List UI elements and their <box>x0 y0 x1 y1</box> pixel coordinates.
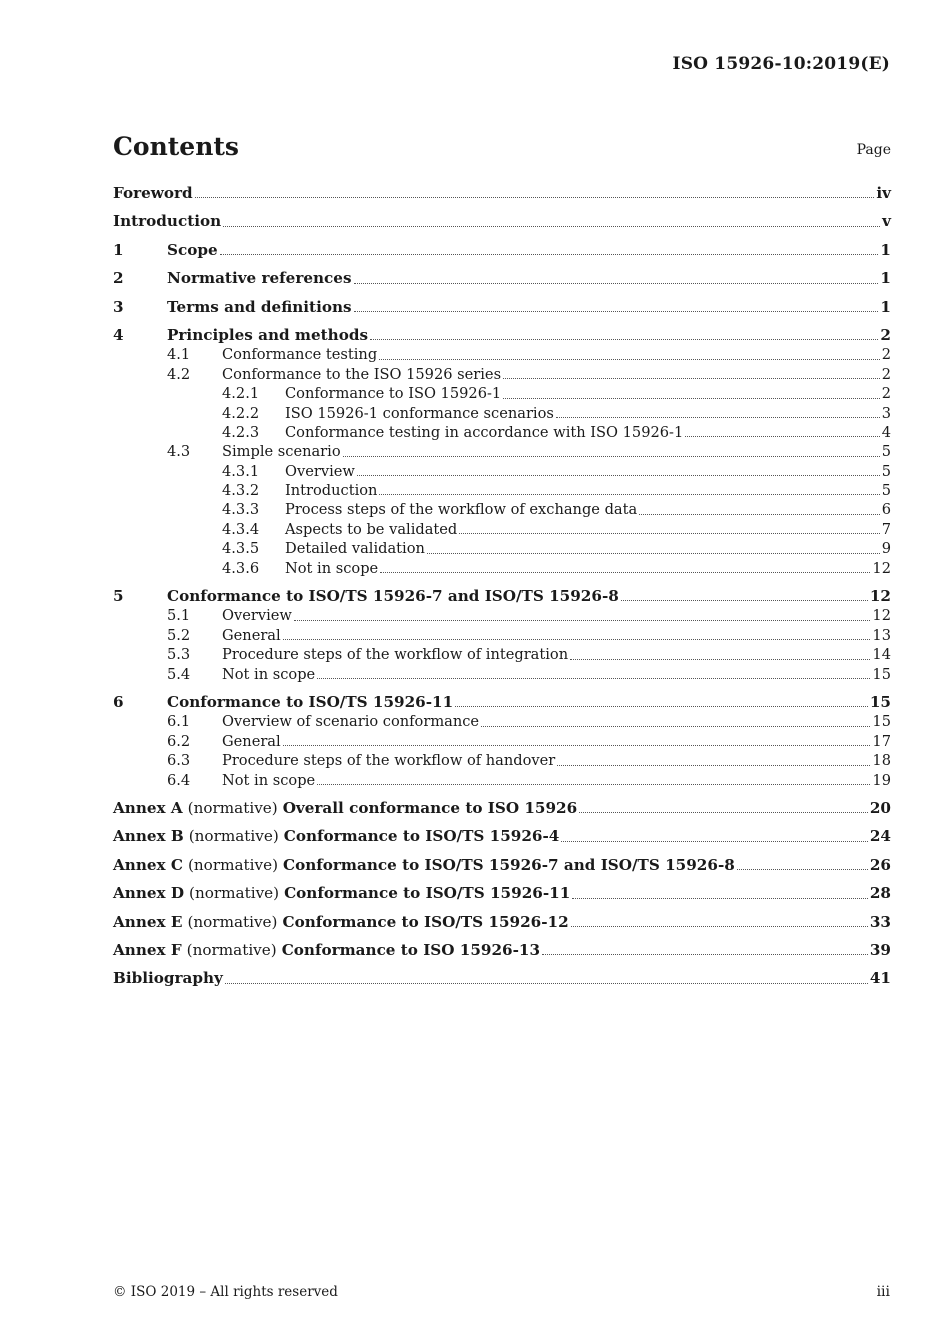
toc-leader-dots <box>223 225 880 227</box>
toc-leader-dots <box>380 571 870 573</box>
toc-entry-title: Simple scenario <box>222 443 341 461</box>
toc-entry-page: 26 <box>869 855 891 874</box>
toc-entry-number: 4.3.1 <box>222 462 260 480</box>
toc-leader-dots <box>354 310 879 312</box>
toc-leader-dots <box>459 532 879 534</box>
toc-entry-number: 4.2.2 <box>222 404 260 422</box>
toc-entry[interactable] <box>113 404 891 423</box>
toc-leader-dots <box>571 925 868 927</box>
toc-entry-number: 4.3.3 <box>222 501 260 519</box>
toc-leader-dots <box>379 493 879 495</box>
toc-entry-number: Annex B <box>113 827 184 846</box>
toc-leader-dots <box>561 840 867 842</box>
toc-entry-page: 6 <box>881 501 891 519</box>
toc-leader-dots <box>542 953 868 955</box>
toc-entry-number: 4.1 <box>167 346 191 364</box>
toc-entry-number: 4.3.6 <box>222 559 260 577</box>
toc-entry-page: 2 <box>881 346 891 364</box>
toc-entry[interactable] <box>113 539 891 558</box>
copyright-notice: © ISO 2019 – All rights reserved <box>113 1284 338 1300</box>
toc-entry-page: v <box>882 212 891 231</box>
toc-annex-type: (normative) <box>189 884 280 903</box>
toc-entry-title: Conformance testing <box>222 346 378 364</box>
toc-entry[interactable] <box>113 626 891 645</box>
toc-entry[interactable] <box>113 827 891 846</box>
toc-entry-number: 5.4 <box>167 665 191 683</box>
toc-entry[interactable] <box>113 462 891 481</box>
toc-entry-title: Process steps of the workflow of exchange data <box>285 501 638 519</box>
toc-leader-dots <box>455 705 868 707</box>
page-column-label: Page <box>856 142 891 158</box>
toc-entry[interactable] <box>113 442 891 461</box>
toc-entry[interactable] <box>113 799 891 818</box>
toc-entry-page: 13 <box>872 626 891 644</box>
toc-entry-title: Normative references <box>167 269 352 288</box>
toc-leader-dots <box>379 358 880 360</box>
toc-entry-title: Introduction <box>285 482 378 500</box>
toc-leader-dots <box>225 982 868 984</box>
toc-leader-dots <box>195 196 875 198</box>
toc-entry-number: 6 <box>113 692 124 711</box>
toc-entry-number: 4.2 <box>167 365 191 383</box>
toc-entry-number: 4 <box>113 325 124 344</box>
toc-entry-page: 14 <box>872 646 891 664</box>
toc-entry-title: Conformance to ISO 15926-13 <box>281 940 541 959</box>
toc-leader-dots <box>557 764 870 766</box>
toc-leader-dots <box>354 282 879 284</box>
toc-leader-dots <box>357 474 880 476</box>
toc-entry[interactable] <box>113 326 891 345</box>
toc-entry-title: Conformance to ISO 15926-1 <box>285 385 502 403</box>
toc-entry-number: 4.3.5 <box>222 540 260 558</box>
toc-entry-title: Procedure steps of the workflow of integration <box>222 646 569 664</box>
toc-annex-type: (normative) <box>187 855 278 874</box>
toc-entry-title: Principles and methods <box>167 325 369 344</box>
toc-entry[interactable] <box>113 884 891 903</box>
toc-entry-page: 28 <box>869 884 891 903</box>
toc-entry[interactable] <box>113 500 891 519</box>
toc-entry-title: Overview <box>222 607 292 625</box>
toc-entry-number: 3 <box>113 297 124 316</box>
toc-entry-number: 5.1 <box>167 607 191 625</box>
toc-entry-page: 12 <box>869 587 891 606</box>
toc-entry[interactable] <box>113 941 891 960</box>
toc-entry-number: Annex C <box>113 855 183 874</box>
toc-entry-page: 1 <box>880 297 891 316</box>
toc-entry[interactable] <box>113 606 891 625</box>
toc-entry-page: 1 <box>880 240 891 259</box>
toc-entry-title: Not in scope <box>222 771 316 789</box>
toc-entry[interactable] <box>113 732 891 751</box>
toc-leader-dots <box>294 619 871 621</box>
toc-annex-type: (normative) <box>188 827 279 846</box>
toc-annex-type: (normative) <box>186 940 277 959</box>
toc-entry-number: 4.3.4 <box>222 520 260 538</box>
toc-entry-title: ISO 15926-1 conformance scenarios <box>285 404 554 422</box>
toc-entry-page: 12 <box>872 559 891 577</box>
toc-entry[interactable] <box>113 365 891 384</box>
toc-leader-dots <box>481 725 870 727</box>
toc-entry[interactable] <box>113 645 891 664</box>
toc-entry-page: 15 <box>872 713 891 731</box>
toc-entry-page: 2 <box>880 325 891 344</box>
toc-entry[interactable] <box>113 712 891 731</box>
toc-entry-title: General <box>222 732 281 750</box>
toc-entry-title: Procedure steps of the workflow of handover <box>222 752 556 770</box>
toc-entry-number: 4.3 <box>167 443 191 461</box>
toc-entry-page: iv <box>876 184 891 202</box>
toc-entry-title: Conformance to ISO/TS 15926-11 <box>284 884 571 903</box>
toc-entry-page: 19 <box>872 771 891 789</box>
toc-leader-dots <box>737 868 868 870</box>
toc-entry-page: 15 <box>872 665 891 683</box>
toc-leader-dots <box>503 397 880 399</box>
toc-entry-page: 20 <box>869 798 891 817</box>
toc-leader-dots <box>283 744 871 746</box>
toc-entry-title: Introduction <box>113 212 222 231</box>
toc-entry[interactable] <box>113 481 891 500</box>
toc-entry-page: 4 <box>881 423 891 441</box>
toc-entry-title: Not in scope <box>222 665 316 683</box>
toc-entry-page: 12 <box>872 607 891 625</box>
toc-entry-number: Annex D <box>113 884 185 903</box>
toc-entry-title: Foreword <box>113 184 193 202</box>
toc-entry-number: 5.3 <box>167 646 191 664</box>
toc-leader-dots <box>317 783 870 785</box>
toc-entry-number: 6.3 <box>167 752 191 770</box>
toc-annex-type: (normative) <box>187 798 278 817</box>
toc-entry[interactable] <box>113 269 891 288</box>
toc-entry-title: Bibliography <box>113 969 223 988</box>
toc-entry[interactable] <box>113 520 891 539</box>
toc-entry[interactable] <box>113 559 891 578</box>
toc-entry-page: 1 <box>880 269 891 288</box>
toc-leader-dots <box>579 811 868 813</box>
toc-entry-page: 3 <box>881 404 891 422</box>
toc-entry-title: Conformance to the ISO 15926 series <box>222 365 502 383</box>
toc-entry[interactable] <box>113 969 891 988</box>
toc-leader-dots <box>685 435 879 437</box>
toc-entry-number: 4.3.2 <box>222 482 260 500</box>
toc-entry-title: Conformance to ISO/TS 15926-12 <box>282 912 569 931</box>
toc-entry-page: 5 <box>881 462 891 480</box>
toc-leader-dots <box>556 416 880 418</box>
toc-entry-number: 4.2.1 <box>222 385 260 403</box>
toc-entry-page: 15 <box>869 692 891 711</box>
toc-entry-page: 24 <box>869 827 891 846</box>
toc-entry-number: 1 <box>113 240 124 259</box>
toc-entry[interactable] <box>113 212 891 231</box>
toc-entry-page: 2 <box>881 385 891 403</box>
toc-entry-title: Not in scope <box>285 559 379 577</box>
toc-entry[interactable] <box>113 423 891 442</box>
toc-leader-dots <box>503 377 880 379</box>
toc-entry-title: Terms and definitions <box>167 297 352 316</box>
toc-leader-dots <box>343 455 880 457</box>
toc-entry[interactable] <box>113 184 891 203</box>
document-id: ISO 15926-10:2019(E) <box>672 54 890 74</box>
toc-entry-title: Overall conformance to ISO 15926 <box>282 798 578 817</box>
toc-entry-number: 6.1 <box>167 713 191 731</box>
toc-entry-number: Annex F <box>113 940 182 959</box>
toc-entry-title: General <box>222 626 281 644</box>
toc-entry[interactable] <box>113 298 891 317</box>
toc-entry-number: 2 <box>113 269 124 288</box>
toc-entry-page: 33 <box>869 912 891 931</box>
page-number: iii <box>876 1284 890 1300</box>
toc-leader-dots <box>317 677 870 679</box>
page-title: Contents <box>113 132 240 161</box>
toc-entry-page: 5 <box>881 482 891 500</box>
toc-entry-number: 4.2.3 <box>222 423 260 441</box>
toc-entry[interactable] <box>113 771 891 790</box>
toc-entry-title: Conformance to ISO/TS 15926-11 <box>167 692 454 711</box>
toc-entry-page: 41 <box>869 969 891 988</box>
toc-entry-number: Annex A <box>113 798 183 817</box>
toc-entry-title: Conformance to ISO/TS 15926-7 and ISO/TS 15926-8 <box>283 855 735 874</box>
toc-entry-title: Conformance testing in accordance with ISO 15926-1 <box>285 423 684 441</box>
toc-entry-title: Aspects to be validated <box>285 520 458 538</box>
toc-entry-title: Overview <box>285 462 355 480</box>
toc-entry-number: 6.2 <box>167 732 191 750</box>
toc-leader-dots <box>639 513 880 515</box>
toc-leader-dots <box>283 638 871 640</box>
toc-entry[interactable] <box>113 345 891 364</box>
toc-entry[interactable] <box>113 913 891 932</box>
toc-entry-title: Scope <box>167 240 218 259</box>
toc-entry[interactable] <box>113 856 891 875</box>
toc-entry[interactable] <box>113 241 891 260</box>
toc-leader-dots <box>370 338 878 340</box>
toc-entry-page: 9 <box>881 540 891 558</box>
toc-entry-page: 2 <box>881 365 891 383</box>
toc-leader-dots <box>570 658 870 660</box>
toc-entry-title: Detailed validation <box>285 540 425 558</box>
toc-entry-page: 18 <box>872 752 891 770</box>
toc-entry-number: 5.2 <box>167 626 191 644</box>
toc-entry[interactable] <box>113 384 891 403</box>
toc-entry-title: Overview of scenario conformance <box>222 713 480 731</box>
toc-entry-title: Conformance to ISO/TS 15926-7 and ISO/TS 15926-8 <box>167 587 619 606</box>
toc-entry-number: 6.4 <box>167 771 191 789</box>
toc-entry-page: 39 <box>869 940 891 959</box>
toc-leader-dots <box>220 253 879 255</box>
toc-entry[interactable] <box>113 587 891 606</box>
toc-entry-title: Conformance to ISO/TS 15926-4 <box>283 827 560 846</box>
toc-annex-type: (normative) <box>187 912 278 931</box>
toc-leader-dots <box>621 599 868 601</box>
toc-entry-page: 7 <box>881 520 891 538</box>
toc-entry-page: 5 <box>881 443 891 461</box>
toc-leader-dots <box>427 552 880 554</box>
toc-entry[interactable] <box>113 693 891 712</box>
toc-entry-number: 5 <box>113 587 124 606</box>
toc-leader-dots <box>572 897 868 899</box>
toc-entry-page: 17 <box>872 732 891 750</box>
toc-entry-number: Annex E <box>113 912 183 931</box>
table-of-contents <box>113 184 891 989</box>
toc-entry[interactable] <box>113 751 891 770</box>
toc-entry[interactable] <box>113 665 891 684</box>
